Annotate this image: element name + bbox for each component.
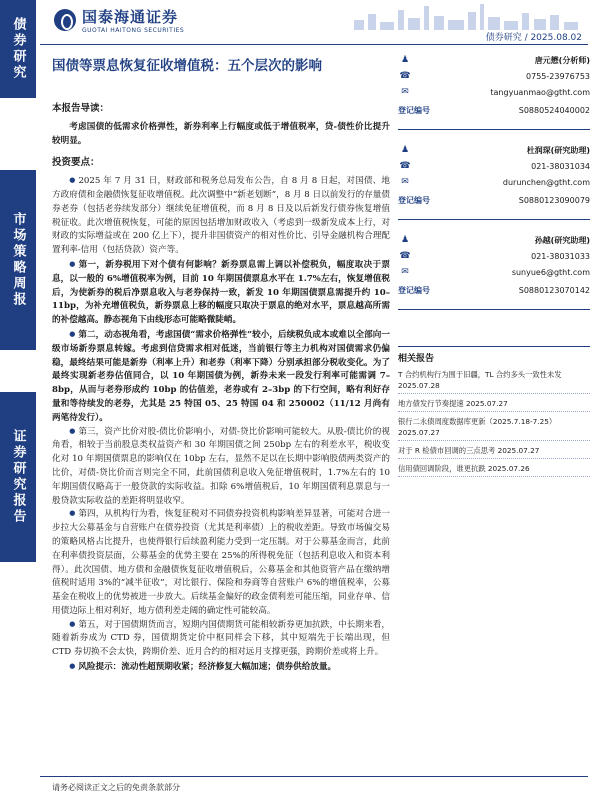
point-paragraph-6: ● 第五，对于国债期货而言，短期内国债期货可能相较新券更加抗跌，中长期来看，随着新券成为 CTD 券，国债期货定价中枢同样会下移，其中短端先于长端出现，但 CTD 券切换不会太快，跨期价差、近月合约的相对远月支撑更强，跨期价差或将上升。 <box>52 619 390 660</box>
analyst-card <box>398 142 590 220</box>
point-paragraph-2: ● 第一，新券税用下对个债有何影响？新券票息需上调以补偿税负，幅度取决于票息，以一般的 6%增值税率为例，目前 10 年期国债票息水平在 1.7%左右，恢复增值税后，为使新券的税后净票息收入与老券保持一致，新发 10 年期国债票息需提升约 10–11bp，为补充增值税负，新券票息上移的幅度只取决于票息的绝对水平，票息越高所需的补偿越高。静态视角下由线形态可能略微陡峭。 <box>52 258 390 328</box>
investment-points-heading: 投资要点： <box>52 157 100 169</box>
related-report-link[interactable]: 银行二永债周度数据库更新（2025.7.18-7.25） 2025.07.27 <box>398 416 590 441</box>
left-sidebar <box>0 0 36 800</box>
logo-icon <box>54 9 76 31</box>
analyst-email[interactable]: sunyue6@gtht.com <box>511 267 590 277</box>
phone-icon: ☎ <box>399 71 411 81</box>
analyst-phone: 0755-23976753 <box>526 71 590 81</box>
analyst-card <box>398 232 590 310</box>
email-icon: ✉ <box>401 87 409 97</box>
logo-name-cn: 国泰海通证券 <box>82 8 179 26</box>
analyst-name: 孙越(研究助理) <box>534 235 590 245</box>
right-column <box>398 52 590 481</box>
analyst-name: 唐元懋(分析师) <box>534 55 590 65</box>
guide-text: 考虑国债的低需求价格弹性，新券利率上行幅度或低于增值税率，贷-债性价比提升较明显。 <box>52 121 390 146</box>
logo-name-en: GUOTAI HAITONG SECURITIES <box>82 27 185 34</box>
sidebar-block-securities-report: 证券研究报告 <box>0 392 36 562</box>
report-category-date: 债券研究 / 2025.08.02 <box>485 33 582 43</box>
person-icon: ♟ <box>400 235 410 245</box>
company-logo <box>54 6 184 34</box>
analyst-name: 杜润琛(研究助理) <box>526 145 590 155</box>
registration-label: 登记编号 <box>398 195 430 205</box>
guide-heading: 本报告导读： <box>52 103 110 114</box>
analyst-card <box>398 52 590 130</box>
related-report-link[interactable]: T 合约机构行为围于旧疆，TL 合约多头一致性未发 2025.07.28 <box>398 369 590 394</box>
report-title: 国债等票息恢复征收增值税：五个层次的影响 <box>52 58 322 74</box>
sidebar-block-market-strategy: 市场策略周报 <box>0 170 36 350</box>
related-report-link[interactable]: 对于 R 检债市回调的三点思考 2025.07.27 <box>398 445 590 459</box>
email-icon: ✉ <box>401 177 409 187</box>
phone-icon: ☎ <box>399 161 411 171</box>
city-skyline-icon <box>344 2 594 30</box>
point-paragraph-4: ● 第三，资产比价对股-债比价影响小，对债-贷比价影响可能较大。从股-债比价的视角看，相较于当前股息类权益资产和 30 年期国债之间 250bp 左右的利差水平，税收变化对 10 年期国债票息的影响仅在 10bp 左右，显然不足以在长期中影响股债两类资产的比价，对债-贷比价而言则完全不同，此前国债利息收入免征增值税时，1.7%左右的 10 年期国债仅略高于一般贷款的实际收益。扣除 6%增值税后，10 年期国债利息票息与一般贷款实际收益的差距将明显收窄。 <box>52 426 390 509</box>
point-paragraph-5: ● 第四，从机构行为看，恢复征税对不同债券投资机构影响差异显著，可能对合进一步拉大公募基金与自营账户在债券投资（尤其是利率债）上的税收差距。导致市场偏交易的策略风格占比提升，也使得银行后续盈利能力受到一定压制。对于公募基金而言，此前在利率债投资层面，公募基金的优势主要在 25%的所得税免征（包括利息收入和资本利得）。此次国债、地方债和金融债恢复征收增值税后，公募基金和其他资管产品在缴纳增值税时适用 3%的“减半征收”，对比银行、保险和券商等自营账户 6%的增值税率，公募基金在税收上的优势被进一步放大。后续基金偏好的政金债利差可能压缩，同业存单、信用债边际上相对利好，地方债利差走阔的确定性可能较高。 <box>52 508 390 618</box>
registration-label: 登记编号 <box>398 105 430 115</box>
registration-number: S0880123070142 <box>518 285 590 295</box>
disclaimer-footer: 请务必阅读正文之后的免责条款部分 <box>52 783 180 792</box>
registration-number: S0880524040002 <box>518 105 590 115</box>
related-reports-heading: 相关报告 <box>398 354 435 364</box>
related-report-link[interactable]: 地方债发行节奏提速 2025.07.27 <box>398 398 590 412</box>
footer-divider <box>40 776 588 777</box>
risk-warning: ● 风险提示：流动性超预期收紧；经济修复大幅加速；债券供给放量。 <box>52 660 390 675</box>
main-content <box>52 102 390 675</box>
email-icon: ✉ <box>401 267 409 277</box>
analyst-phone: 021-38031033 <box>531 251 590 261</box>
page-header <box>36 0 600 44</box>
point-paragraph-1: ● 2025 年 7 月 31 日，财政部和税务总局发布公告，自 8 月 8 日起，对国债、地方政府债和金融债恢复征收增值税。此次调整中“新老划断”，8 月 8 日以前发行的存量债券老券（包括老券续发部分）继续免征增值税，而 8 月 8 日及以后新发行债券恢复增值税征收。此次增值税恢复，可能的原因包括增加财政收入（考虑到一级新发成本上行，对财政的实际增益或在 200 亿上下），提升非国债资产的相对性价比、引导金融机构合理配置利率-信用（包括贷款）资产等。 <box>52 175 390 258</box>
person-icon: ♟ <box>400 55 410 65</box>
related-report-link[interactable]: 信用债回调阶段，谁更抗跌 2025.07.26 <box>398 463 590 477</box>
point-paragraph-3: ● 第二，动态视角看，考虑国债“需求价格弹性”较小，后续税负成本或难以全部向一级市场新券票息转嫁。考虑到信贷需求相对低迷，当前银行等主力机构对国债需求仍偏稳，最终结果可能是新券（利率上升）和老券（利率下降）分别承担部分税收变化。为了最终实现新老券估值同合，以 10 年期国债为例，新券未来一段发行利率可能需调 7–8bp，从而与老券形成约 10bp 的估值差，老券或有 2–3bp 的下行空间，略有利好存量和等待续发的老券，尤其是 25 特国 05、25 特国 04 和 250002（11/12 月尚有两笔待发行）。 <box>52 328 390 426</box>
related-reports <box>398 346 590 477</box>
header-divider <box>40 44 588 45</box>
analyst-phone: 021-38031034 <box>531 161 590 171</box>
analyst-email[interactable]: durunchen@gtht.com <box>502 177 590 187</box>
sidebar-block-bond-research: 债券研究 <box>0 0 36 98</box>
registration-number: S0880123090079 <box>518 195 590 205</box>
phone-icon: ☎ <box>399 251 411 261</box>
analyst-email[interactable]: tangyuanmao@gtht.com <box>490 87 590 97</box>
person-icon: ♟ <box>400 145 410 155</box>
registration-label: 登记编号 <box>398 285 430 295</box>
